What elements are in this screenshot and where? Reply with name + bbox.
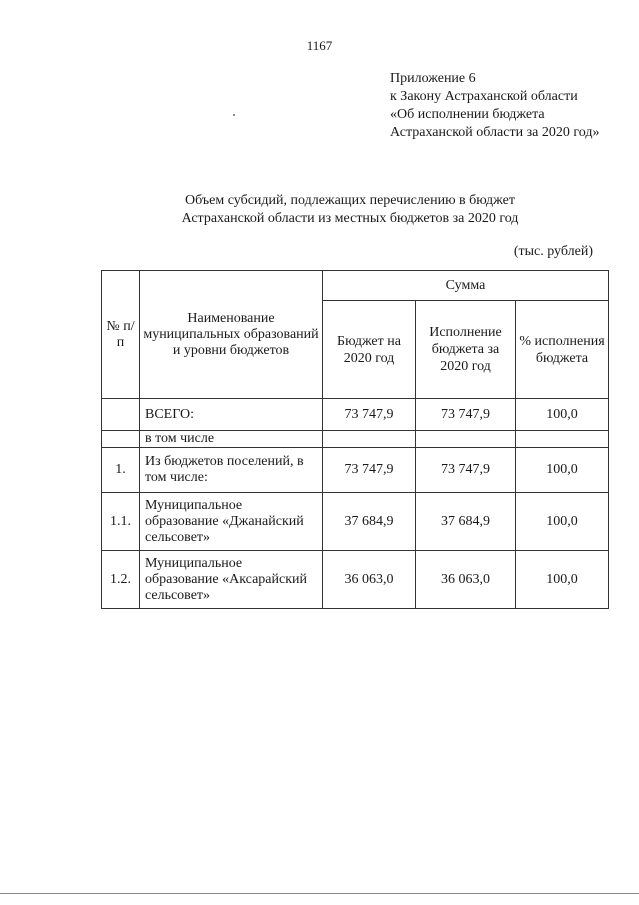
row-num: 1. [102,448,140,493]
header-sum: Сумма [323,271,609,301]
row-percent: 100,0 [516,493,609,551]
row-budget: 73 747,9 [323,448,416,493]
row-percent: 100,0 [516,448,609,493]
appendix-line: Приложение 6 [390,71,476,86]
row-budget [323,431,416,448]
row-name: Муниципальное образование «Джанайский сельсовет» [140,493,323,551]
row-execution: 73 747,9 [416,399,516,431]
row-name: Муниципальное образование «Аксарайский сельсовет» [140,551,323,609]
row-num [102,399,140,431]
header-name: Наименование муниципальных образований и уровни бюджетов [140,271,323,399]
appendix-line: Астраханской области за 2020 год» [390,125,600,140]
header-num: № п/п [102,271,140,399]
row-budget: 73 747,9 [323,399,416,431]
row-execution [416,431,516,448]
row-num [102,431,140,448]
stray-dot [233,114,235,116]
appendix-block [390,70,599,142]
page-number: 1167 [306,38,333,53]
row-percent [516,431,609,448]
row-name: в том числе [140,431,323,448]
row-execution: 37 684,9 [416,493,516,551]
header-percent: % исполнения бюджета [516,301,609,399]
table-row [102,399,609,431]
units-label: (тыс. рублей) [513,244,593,259]
row-budget: 37 684,9 [323,493,416,551]
subsidy-table [101,270,609,609]
bottom-rule [0,893,639,894]
row-execution: 73 747,9 [416,448,516,493]
document-title [0,192,639,228]
row-percent: 100,0 [516,399,609,431]
title-line: Астраханской области из местных бюджетов за 2020 год [181,211,519,226]
row-num: 1.2. [102,551,140,609]
header-execution: Исполнение бюджета за 2020 год [416,301,516,399]
row-budget: 36 063,0 [323,551,416,609]
row-name: Из бюджетов поселений, в том числе: [140,448,323,493]
row-percent: 100,0 [516,551,609,609]
table-header-row [102,271,609,301]
row-execution: 36 063,0 [416,551,516,609]
header-budget: Бюджет на 2020 год [323,301,416,399]
title-line: Объем субсидий, подлежащих перечислению в бюджет [185,193,515,208]
table-row [102,431,609,448]
appendix-line: к Закону Астраханской области [390,89,578,104]
table-row [102,448,609,493]
table-row [102,551,609,609]
row-name: ВСЕГО: [140,399,323,431]
appendix-line: «Об исполнении бюджета [390,107,545,122]
row-num: 1.1. [102,493,140,551]
table-row [102,493,609,551]
